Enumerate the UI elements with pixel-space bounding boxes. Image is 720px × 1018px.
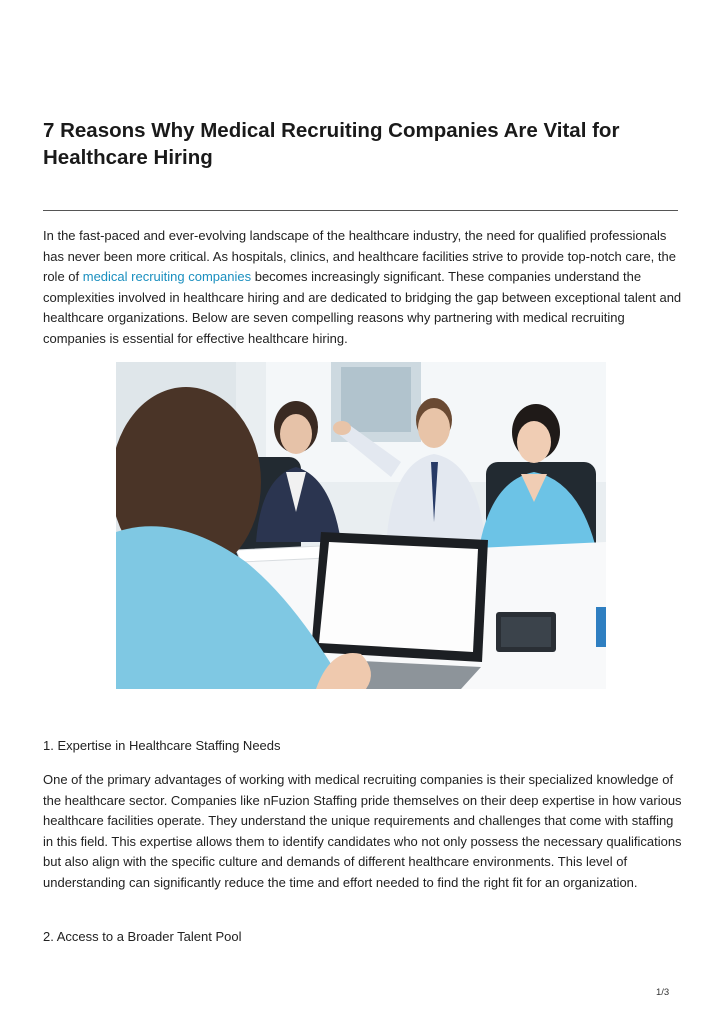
section-heading-1: 1. Expertise in Healthcare Staffing Needs (43, 738, 281, 753)
page-title: 7 Reasons Why Medical Recruiting Companies Are Vital for Healthcare Hiring (43, 119, 620, 169)
medical-recruiting-companies-link[interactable]: medical recruiting companies (82, 269, 252, 285)
title-divider (43, 210, 678, 211)
page-number: 1/3 (656, 987, 670, 998)
section-body-1: One of the primary advantages of working with medical recruiting companies is their specialized knowledge of the healthcare sector. Companies like nFuzion Staffing pride themselves on their deep expertise in how various healthcare facilities operate. They understand the unique requirements and challenges that come with staffing in this field. This expertise allows them to identify candidates who not only possess the necessary qualifications but also align with the specific culture and demands of different healthcare environments. This level of understanding can significantly reduce the time and effort needed to find the right fit for an organization. (43, 772, 682, 890)
section-heading-2: 2. Access to a Broader Talent Pool (43, 929, 242, 944)
intro-text-start: In the fast-paced and ever-evolving landscape of the healthcare industry, the need for qualified professionals has never been more critical. As hospitals, clinics, and healthcare facilities strive to provide top-notch care, the role of (43, 228, 676, 285)
intro-paragraph (43, 226, 683, 350)
meeting-photo (116, 362, 606, 689)
intro-text-end: becomes increasingly significant. These companies understand the complexities involved in healthcare hiring and are dedicated to bridging the gap between exceptional talent and healthcare organizations. Below are seven compelling reasons why partnering with medical recruiting companies is essential for effective healthcare hiring. (43, 269, 682, 346)
